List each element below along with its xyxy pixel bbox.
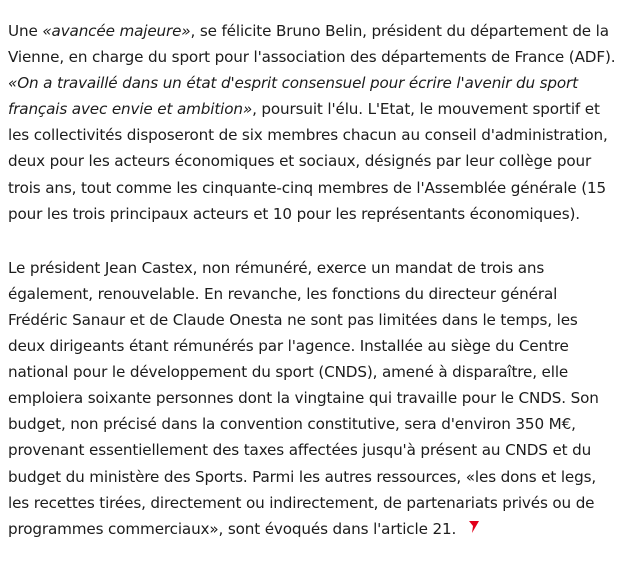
paragraph-2-line-5: national pour le développement du sport (CNDS), amené à disparaître, elle: [8, 363, 569, 382]
paragraph-2-line-10: les recettes tirées, directement ou indirectement, de partenariats privés ou de: [8, 493, 595, 512]
paragraph-2-line-2: également, renouvelable. En revanche, les fonctions du directeur général: [8, 284, 558, 303]
paragraph-1-line-5: les collectivités disposeront de six membres chacun au conseil d'administration,: [8, 126, 608, 145]
paragraph-1-line-1: Une «avancée majeure», se félicite Bruno Belin, président du département de la: [8, 22, 609, 40]
paragraph-1-line-4: français avec envie et ambition», poursuit l'élu. L'Etat, le mouvement sportif et: [8, 100, 600, 119]
paragraph-1: [8, 18, 636, 227]
paragraph-2-line-1: Le président Jean Castex, non rémunéré, exerce un mandat de trois ans: [8, 258, 545, 277]
paragraph-2-line-6: emploiera soixante personnes dont la vingtaine qui travaille pour le CNDS. Son: [8, 389, 599, 408]
paragraph-1-line-7: trois ans, tout comme les cinquante-cinq membres de l'Assemblée générale (15: [8, 178, 607, 197]
quote-ambition: français avec envie et ambition»: [8, 100, 253, 119]
article-body: [8, 18, 636, 542]
paragraph-1-line-3-quote: «On a travaillé dans un état d'esprit consensuel pour écrire l'avenir du sport: [8, 74, 578, 93]
article-end-slash-icon: [468, 520, 480, 534]
paragraph-2-line-9: budget du ministère des Sports. Parmi les autres ressources, «les dons et legs,: [8, 467, 597, 486]
paragraph-spacer: [8, 227, 636, 255]
paragraph-2: [8, 255, 636, 542]
paragraph-1-line-6: deux pour les acteurs économiques et sociaux, désignés par leur collège pour: [8, 152, 592, 171]
paragraph-1-line-8: pour les trois principaux acteurs et 10 pour les représentants économiques).: [8, 204, 580, 223]
paragraph-2-line-11: programmes commerciaux», sont évoqués dans l'article 21.: [8, 516, 636, 542]
paragraph-2-line-4: deux dirigeants étant rémunérés par l'agence. Installée au siège du Centre: [8, 337, 569, 356]
paragraph-2-line-3: Frédéric Sanaur et de Claude Onesta ne sont pas limitées dans le temps, les: [8, 310, 578, 329]
quote-avancee-majeure: «avancée majeure»: [42, 22, 191, 40]
paragraph-1-line-2: Vienne, en charge du sport pour l'association des départements de France (ADF).: [8, 48, 616, 67]
paragraph-2-line-8: provenant essentiellement des taxes affectées jusqu'à présent au CNDS et du: [8, 441, 592, 460]
paragraph-2-line-7: budget, non précisé dans la convention constitutive, sera d'environ 350 M€,: [8, 415, 576, 434]
